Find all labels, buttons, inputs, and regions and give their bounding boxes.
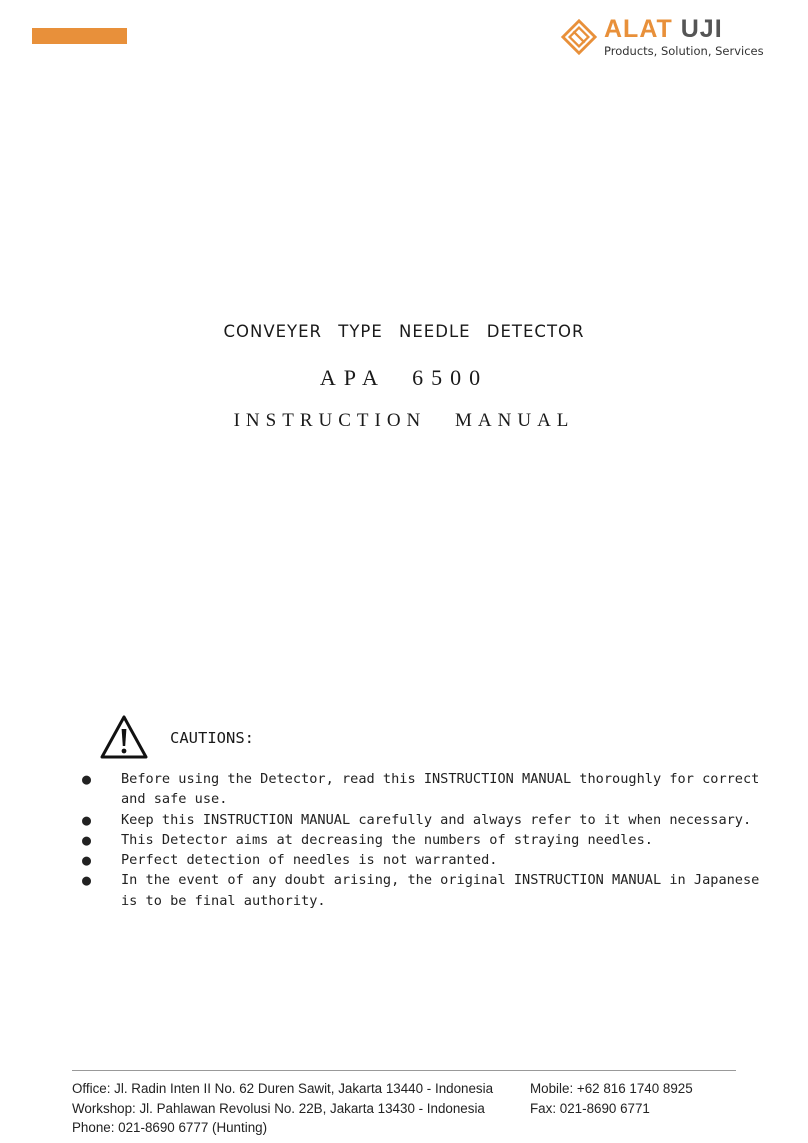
footer-addresses [72, 1079, 493, 1138]
model-number: APA 6500 [319, 365, 489, 390]
footer-divider [72, 1070, 736, 1071]
bullet-icon: ● [82, 810, 92, 829]
caution-item: ● In the event of any doubt arising, the original INSTRUCTION MANUAL in Japanese is to be final authority. [82, 871, 760, 909]
mobile-number: Mobile: +62 816 1740 8925 [530, 1081, 693, 1096]
phone-number: Phone: 021-8690 6777 (Hunting) [72, 1120, 268, 1135]
workshop-address: Workshop: Jl. Pahlawan Revolusi No. 22B, Jakarta 13430 - Indonesia [72, 1100, 485, 1116]
logo-diamond-icon [560, 18, 598, 56]
bullet-icon: ● [82, 770, 92, 788]
warning-triangle-icon [99, 714, 149, 760]
cautions-list [82, 769, 762, 911]
cautions-heading: CAUTIONS: [170, 729, 254, 747]
bullet-icon: ● [82, 851, 92, 870]
caution-item: ● Keep this INSTRUCTION MANUAL carefully and always refer to it when necessary. [82, 810, 752, 829]
bullet-icon: ● [82, 830, 92, 849]
fax-number: Fax: 021-8690 6771 [530, 1100, 650, 1116]
logo-tagline: Products, Solution, Services [604, 44, 764, 58]
office-address: Office: Jl. Radin Inten II No. 62 Duren Sawit, Jakarta 13440 - Indonesia [72, 1081, 494, 1096]
footer-contacts [530, 1079, 693, 1118]
company-logo [560, 14, 782, 60]
caution-item: ● This Detector aims at decreasing the numbers of straying needles. [82, 830, 653, 849]
document-subject: CONVEYER TYPE NEEDLE DETECTOR [223, 322, 585, 341]
bullet-icon: ● [82, 871, 92, 890]
caution-item: ● Perfect detection of needles is not warranted. [82, 851, 498, 870]
document-type: INSTRUCTION MANUAL [233, 410, 575, 431]
logo-wordmark: ALAT UJI [604, 15, 723, 43]
caution-item: ● Before using the Detector, read this INSTRUCTION MANUAL thoroughly for correct and safe use. [82, 770, 760, 808]
header-accent-bar [32, 28, 127, 44]
